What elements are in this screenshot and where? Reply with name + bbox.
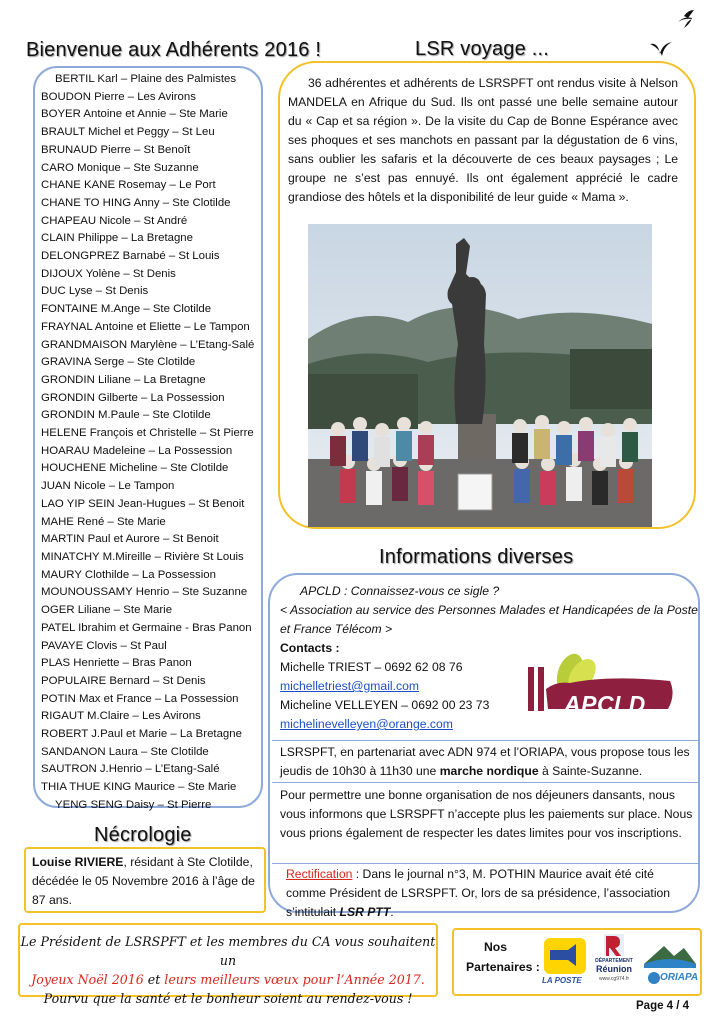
greeting-line-2 — [20, 970, 436, 989]
dejeuners-text: Pour permettre une bonne organisation de nos déjeuners dansants, nous vous informons que LSRSPFT n’accepte plus les paiements sur place. Nous vous prions également de respecter les dates limites pour vos inscriptions. — [280, 788, 693, 840]
email-micheline-link[interactable]: michelinevelleyen@orange.com — [280, 717, 453, 731]
member-item: JUAN Nicole – Le Tampon — [41, 480, 175, 493]
marche-bold: marche nordique — [439, 764, 539, 778]
info-title: Informations diverses — [379, 546, 574, 568]
member-item: BOYER Antoine et Annie – Ste Marie — [41, 108, 228, 121]
member-item: MAHE René – Ste Marie — [41, 515, 166, 528]
marche-post: à Sainte-Suzanne. — [538, 764, 643, 778]
apcld-label: APCLD — [300, 584, 341, 598]
member-item: CHANE KANE Rosemay – Le Port — [41, 179, 216, 192]
info-box — [268, 573, 700, 919]
rectification-bold: LSR PTT — [339, 905, 391, 919]
member-item: ROBERT J.Paul et Marie – La Bretagne — [41, 728, 242, 741]
members-box — [33, 66, 263, 811]
email-michelle-link[interactable]: michelletriest@gmail.com — [280, 679, 420, 693]
member-item: PLAS Henriette – Bras Panon — [41, 657, 192, 670]
member-item: MINATCHY M.Mireille – Rivière St Louis — [41, 550, 244, 563]
dept-name: Réunion — [596, 964, 632, 974]
member-item: FRAYNAL Antoine et Eliette – Le Tampon — [41, 320, 250, 333]
voyage-paragraph: 36 adhérentes et adhérents de LSRSPFT ont rendus visite à Nelson MANDELA en Afrique du Sud. Ils ont passé une belle semaine autour du « Cap et sa région ». De la visite du Cap de Bonne Espérance avec ses phoques et ses manchots en passant par la dégustation de 6 vins, sans oublier les safaris et la découverte de ces beaux paysages ; Le groupe ne s’est pas ennuyé. Ils ont également apprécié le cadre grandiose des hôtels et la disponibilité de leur guide « Mama ». — [288, 76, 678, 204]
laposte-logo — [542, 936, 588, 992]
separator-2 — [272, 782, 700, 783]
greeting-box — [18, 923, 438, 1006]
contacts-label: Contacts : — [280, 641, 340, 655]
contact-michelle: Michelle TRIEST – 0692 62 08 76 — [280, 660, 463, 674]
rectification-text — [280, 865, 682, 922]
members-title: Bienvenue aux Adhérents 2016 ! — [26, 39, 322, 61]
contact-micheline: Micheline VELLEYEN – 0692 00 23 73 — [280, 698, 490, 712]
oriapa-text: ORIAPA — [660, 972, 699, 983]
greeting-noel: Joyeux Noël 2016 — [31, 972, 144, 987]
partners-label-2: Partenaires : — [466, 960, 540, 974]
member-item: MARTIN Paul et Aurore – St Benoit — [41, 533, 219, 546]
necro-box — [24, 847, 266, 913]
member-item: GRANDMAISON Marylène – L’Etang-Salé — [41, 338, 255, 351]
apcld-logo-text: APCLD — [564, 691, 646, 717]
rectification-body: : Dans le journal n°3, M. POTHIN Maurice avait été cité comme Président de LSRSPFT. Or, lors de sa présidence, l’association s’intitulait — [286, 867, 671, 919]
apcld-logo — [522, 645, 682, 725]
laposte-text: LA POSTE — [542, 976, 582, 985]
member-item: DUC Lyse – St Denis — [41, 285, 149, 298]
separator-1 — [272, 740, 700, 741]
member-item: BRAULT Michel et Peggy – St Leu — [41, 126, 215, 139]
member-item: MAURY Clothilde – La Possession — [41, 568, 216, 581]
partners-label-1: Nos — [484, 940, 508, 954]
greeting-voeux: leurs meilleurs vœux pour l’Année 2017. — [164, 972, 425, 987]
dept-label: DÉPARTEMENT — [595, 958, 633, 964]
birds-decoration — [640, 8, 704, 66]
voyage-title: LSR voyage ... — [415, 38, 549, 60]
member-item: OGER Liliane – Ste Marie — [41, 604, 173, 617]
member-item: POPULAIRE Bernard – St Denis — [41, 674, 206, 687]
member-item: MOUNOUSSAMY Henrio – Ste Suzanne — [41, 586, 248, 599]
member-item: HOUCHENE Micheline – Ste Clotilde — [41, 462, 229, 475]
oriapa-logo — [640, 938, 698, 990]
voyage-box — [278, 61, 696, 529]
rectification-end: . — [390, 905, 394, 919]
partners-box — [452, 928, 702, 996]
necro-name: Louise RIVIERE — [32, 855, 124, 869]
greeting-line-1: Le Président de LSRSPFT et les membres du CA vous souhaitent un — [20, 934, 436, 968]
member-item: RIGAUT M.Claire – Les Avirons — [41, 710, 201, 723]
member-item: BERTIL Karl – Plaine des Palmistes — [55, 73, 237, 85]
member-item: LAO YIP SEIN Jean-Hugues – St Benoit — [41, 497, 245, 510]
member-item: YENG SENG Daisy – St Pierre — [55, 798, 212, 811]
member-item: GRONDIN Liliane – La Bretagne — [41, 373, 206, 386]
member-item: THIA THUE KING Maurice – Ste Marie — [41, 781, 237, 794]
member-item: GRONDIN M.Paule – Ste Clotilde — [41, 409, 211, 422]
member-item: PATEL Ibrahim et Germaine - Bras Panon — [41, 621, 252, 634]
member-item: FONTAINE M.Ange – Ste Clotilde — [41, 303, 212, 316]
member-item: CLAIN Philippe – La Bretagne — [41, 232, 193, 245]
necro-text — [32, 853, 262, 910]
necro-title: Nécrologie — [94, 824, 192, 846]
member-item: CARO Monique – Ste Suzanne — [41, 161, 199, 174]
member-item: DELONGPREZ Barnabé – St Louis — [41, 250, 220, 263]
necro-body: , résidant à Ste Clotilde, décédée le 05 Novembre 2016 à l’âge de 87 ans. — [32, 855, 255, 907]
rectification-label: Rectification — [286, 867, 353, 881]
dept-url: www.cg974.fr — [598, 976, 629, 982]
apcld-question-line — [280, 582, 700, 601]
member-item: HELENE François et Christelle – St Pierre — [41, 427, 254, 440]
voyage-text — [288, 74, 678, 207]
member-item: CHANE TO HING Anny – Ste Clotilde — [41, 196, 231, 209]
member-item: BRUNAUD Pierre – St Benoît — [41, 143, 191, 156]
members-list — [41, 71, 263, 815]
group-photo — [308, 224, 652, 527]
page-number: Page 4 / 4 — [636, 1000, 690, 1012]
member-item: CHAPEAU Nicole – St André — [41, 214, 188, 227]
member-item: GRONDIN Gilberte – La Possession — [41, 391, 225, 404]
apcld-question: : Connaissez-vous ce sigle ? — [340, 584, 500, 598]
member-item: PAVAYE Clovis – St Paul — [41, 639, 167, 652]
member-item: GRAVINA Serge – Ste Clotilde — [41, 356, 196, 369]
separator-3 — [272, 863, 700, 864]
marche-pre: LSRSPFT, en partenariat avec ADN 974 et l’ORIAPA, vous propose tous les jeudis de 10h30 à 11h30 une — [280, 745, 690, 778]
greeting-line-3: Pourvu que la santé et le bonheur soient au rendez-vous ! — [43, 991, 413, 1006]
member-item: SAUTRON J.Henrio – L’Etang-Salé — [41, 763, 220, 776]
member-item: BOUDON Pierre – Les Avirons — [41, 90, 196, 103]
marche-text — [280, 743, 700, 781]
member-item: POTIN Max et France – La Possession — [41, 692, 239, 705]
apcld-definition: < Association au service des Personnes Malades et Handicapées de la Poste et France Télécom > — [280, 603, 698, 636]
member-item: HOARAU Madeleine – La Possession — [41, 444, 233, 457]
member-item: DIJOUX Yolène – St Denis — [41, 267, 176, 280]
member-item: SANDANON Laura – Ste Clotilde — [41, 745, 209, 758]
departement-logo — [592, 934, 636, 994]
greeting-and: et — [143, 972, 165, 987]
